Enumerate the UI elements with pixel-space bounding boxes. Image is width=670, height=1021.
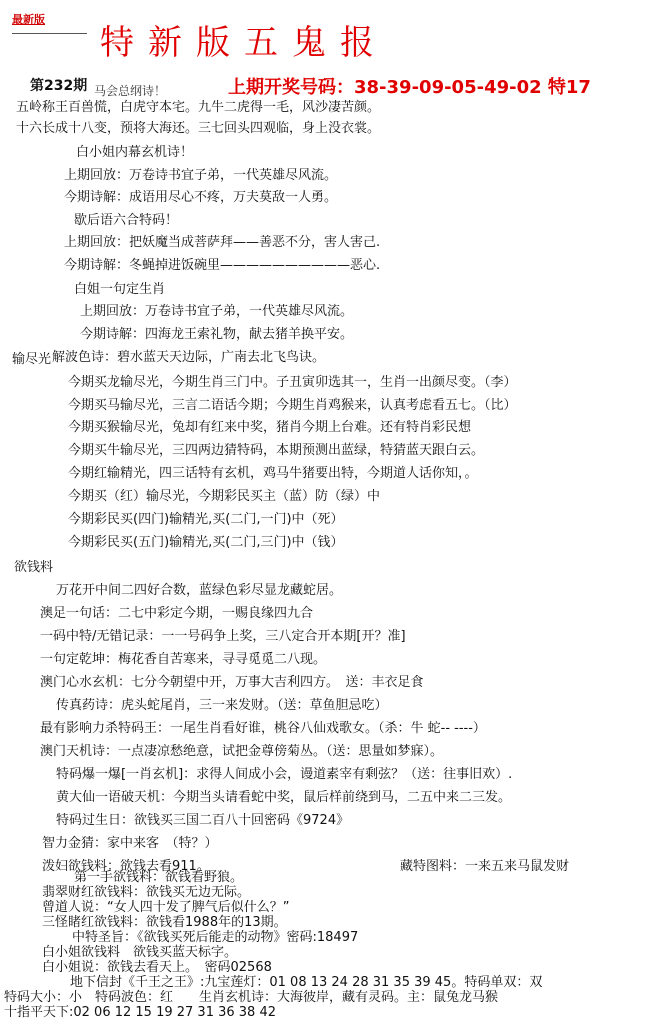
content-line: 传真药诗：虎头蛇尾肖，三一来发财。（送：草鱼胆忌吃）: [56, 698, 388, 713]
badge-underline: [12, 33, 87, 34]
version-badge: 最新版: [12, 13, 45, 26]
content-line: 今期买（红）输尽光，今期彩民买主（蓝）防（绿）中: [68, 489, 381, 504]
content-line: 万花开中间二四好合数，蓝绿色彩尽显龙藏蛇居。: [56, 583, 343, 598]
content-line: 歇后语六合特码！: [74, 213, 179, 228]
content-line: 今期诗解：冬蝇掉进饭碗里——————————恶心.: [64, 258, 381, 273]
content-line: 今期红输精光，四三话特有玄机，鸡马牛猪要出特，今期道人话你知，。: [68, 466, 478, 481]
issue-continued: 马会总纲诗！: [94, 84, 167, 98]
content-line: 上期回放：万卷诗书宜子弟，一代英雄尽风流。: [64, 168, 338, 183]
content-line: 白小姐欲钱料 欲钱买蓝天标字。: [42, 945, 238, 960]
content-line: 泼妇欲钱料：欲钱去看911。: [42, 859, 210, 874]
content-line: 曾道人说：“女人四十发了脾气后似什么？”: [42, 900, 290, 915]
content-line: 今期买牛输尽光，三四两边猜特码，本期预测出蓝绿，特猜蓝天跟白云。: [68, 443, 485, 458]
content-line: 今期买龙输尽光，今期生肖三门中。子丑寅卯选其一，生肖一出颜尽变。（李）: [68, 375, 517, 390]
content-line: 今期买猴输尽光，兔却有红来中奖，猪肖今期上台难。还有特肖彩民想: [68, 420, 472, 435]
section-heading: 欲钱料: [14, 560, 54, 575]
content-line: 第一手欲钱料：欲钱看野狼。: [74, 870, 244, 885]
content-line: 今期彩民买(四门)输精光,买(二门,一门)中（死）: [68, 512, 344, 527]
content-line: 十指平天下:02 06 12 15 19 27 31 36 38 42: [4, 1005, 276, 1020]
content-line: 五岭称王百兽慌，白虎守本宅。九牛二虎得一毛，风沙凄苦颜。: [16, 100, 381, 115]
content-line: 澳门天机诗：一点凄凉愁绝意，试把金尊傍菊丛。（送：思量如梦寐）。: [40, 744, 444, 759]
content-line: 特码过生日：欲钱买三国二百八十回密码《9724》: [56, 813, 350, 828]
content-line: 中特圣旨：《欲钱买死后能走的动物》密码:18497: [72, 930, 359, 945]
content-line: 今期彩民买(五门)输精光,买(二门,三门)中（钱）: [68, 535, 344, 550]
content-line: 解波色诗：碧水蓝天天边际，广南去北飞鸟诀。: [52, 350, 326, 365]
section-heading: 输尽光: [12, 352, 52, 367]
content-line: 上期回放：万卷诗书宜子弟，一代英雄尽风流。: [80, 304, 354, 319]
content-line: 地下信封《千王之王》:九宝莲灯：01 08 13 24 28 31 35 39 45。特码单双：双: [70, 975, 543, 990]
content-line: 最有影响力杀特码王：一尾生肖看好谁，桃谷八仙戏歌女。（杀：牛 蛇-- ----）: [40, 721, 486, 736]
content-line: 白姐一句定生肖: [74, 282, 166, 297]
content-line: 一码中特/无错记录：一一号码争上奖，三八定合开本期[开？准]: [40, 629, 406, 644]
content-line: 十六长成十八变，预将大海还。三七回头四观临，身上没衣裳。: [16, 121, 381, 136]
content-line: 智力金猜：家中来客 （特？）: [42, 836, 218, 851]
content-line: 今期诗解：四海龙王索礼物，献去猪羊换平安。: [80, 327, 354, 342]
content-line: 翡翠财红欲钱料：欲钱买无边无际。: [42, 885, 251, 900]
content-line: 黄大仙一语破天机：今期当头请看蛇中奖，鼠后样前绕到马，二五中来二三发。: [56, 790, 512, 805]
content-line: 三怪睹红欲钱料：欲钱看1988年的13期。: [42, 915, 287, 930]
content-line: 澳门心水玄机：七分今朝望中开，万事大吉利四方。 送：丰衣足食: [40, 675, 424, 690]
page-title: 特新版五鬼报: [100, 23, 388, 63]
previous-draw-result: 上期开奖号码：38-39-09-05-49-02 特17: [228, 77, 591, 98]
content-line: 白小姐说：欲钱去看天上。 密码02568: [42, 960, 272, 975]
content-line: 今期诗解：成语用尽心不疼，万夫莫敌一人勇。: [64, 190, 338, 205]
content-line: 今期买马输尽光，三言二语话今期；今期生肖鸡猴来，认真考虑看五七。（比）: [68, 398, 517, 413]
content-line: 藏特图料：一来五来马鼠发财: [400, 859, 570, 874]
content-line: 特码大小：小 特码波色：红 生肖玄机诗：大海彼岸，藏有灵码。主：鼠兔龙马猴: [4, 990, 499, 1005]
content-line: 上期回放：把妖魔当成菩萨拜——善恶不分，害人害己.: [64, 235, 381, 250]
issue-number: 第232期: [30, 78, 88, 94]
content-line: 澳足一句话：二七中彩定今期，一赐良缘四九合: [40, 606, 314, 621]
content-line: 特码爆一爆[一肖玄机]：求得人间成小会，谩道素宰有剩弦？（送：往事旧欢）.: [56, 767, 513, 782]
content-line: 一句定乾坤：梅花香自苦寒来，寻寻觅觅二八现。: [40, 652, 327, 667]
content-line: 白小姐内幕玄机诗！: [76, 145, 194, 160]
